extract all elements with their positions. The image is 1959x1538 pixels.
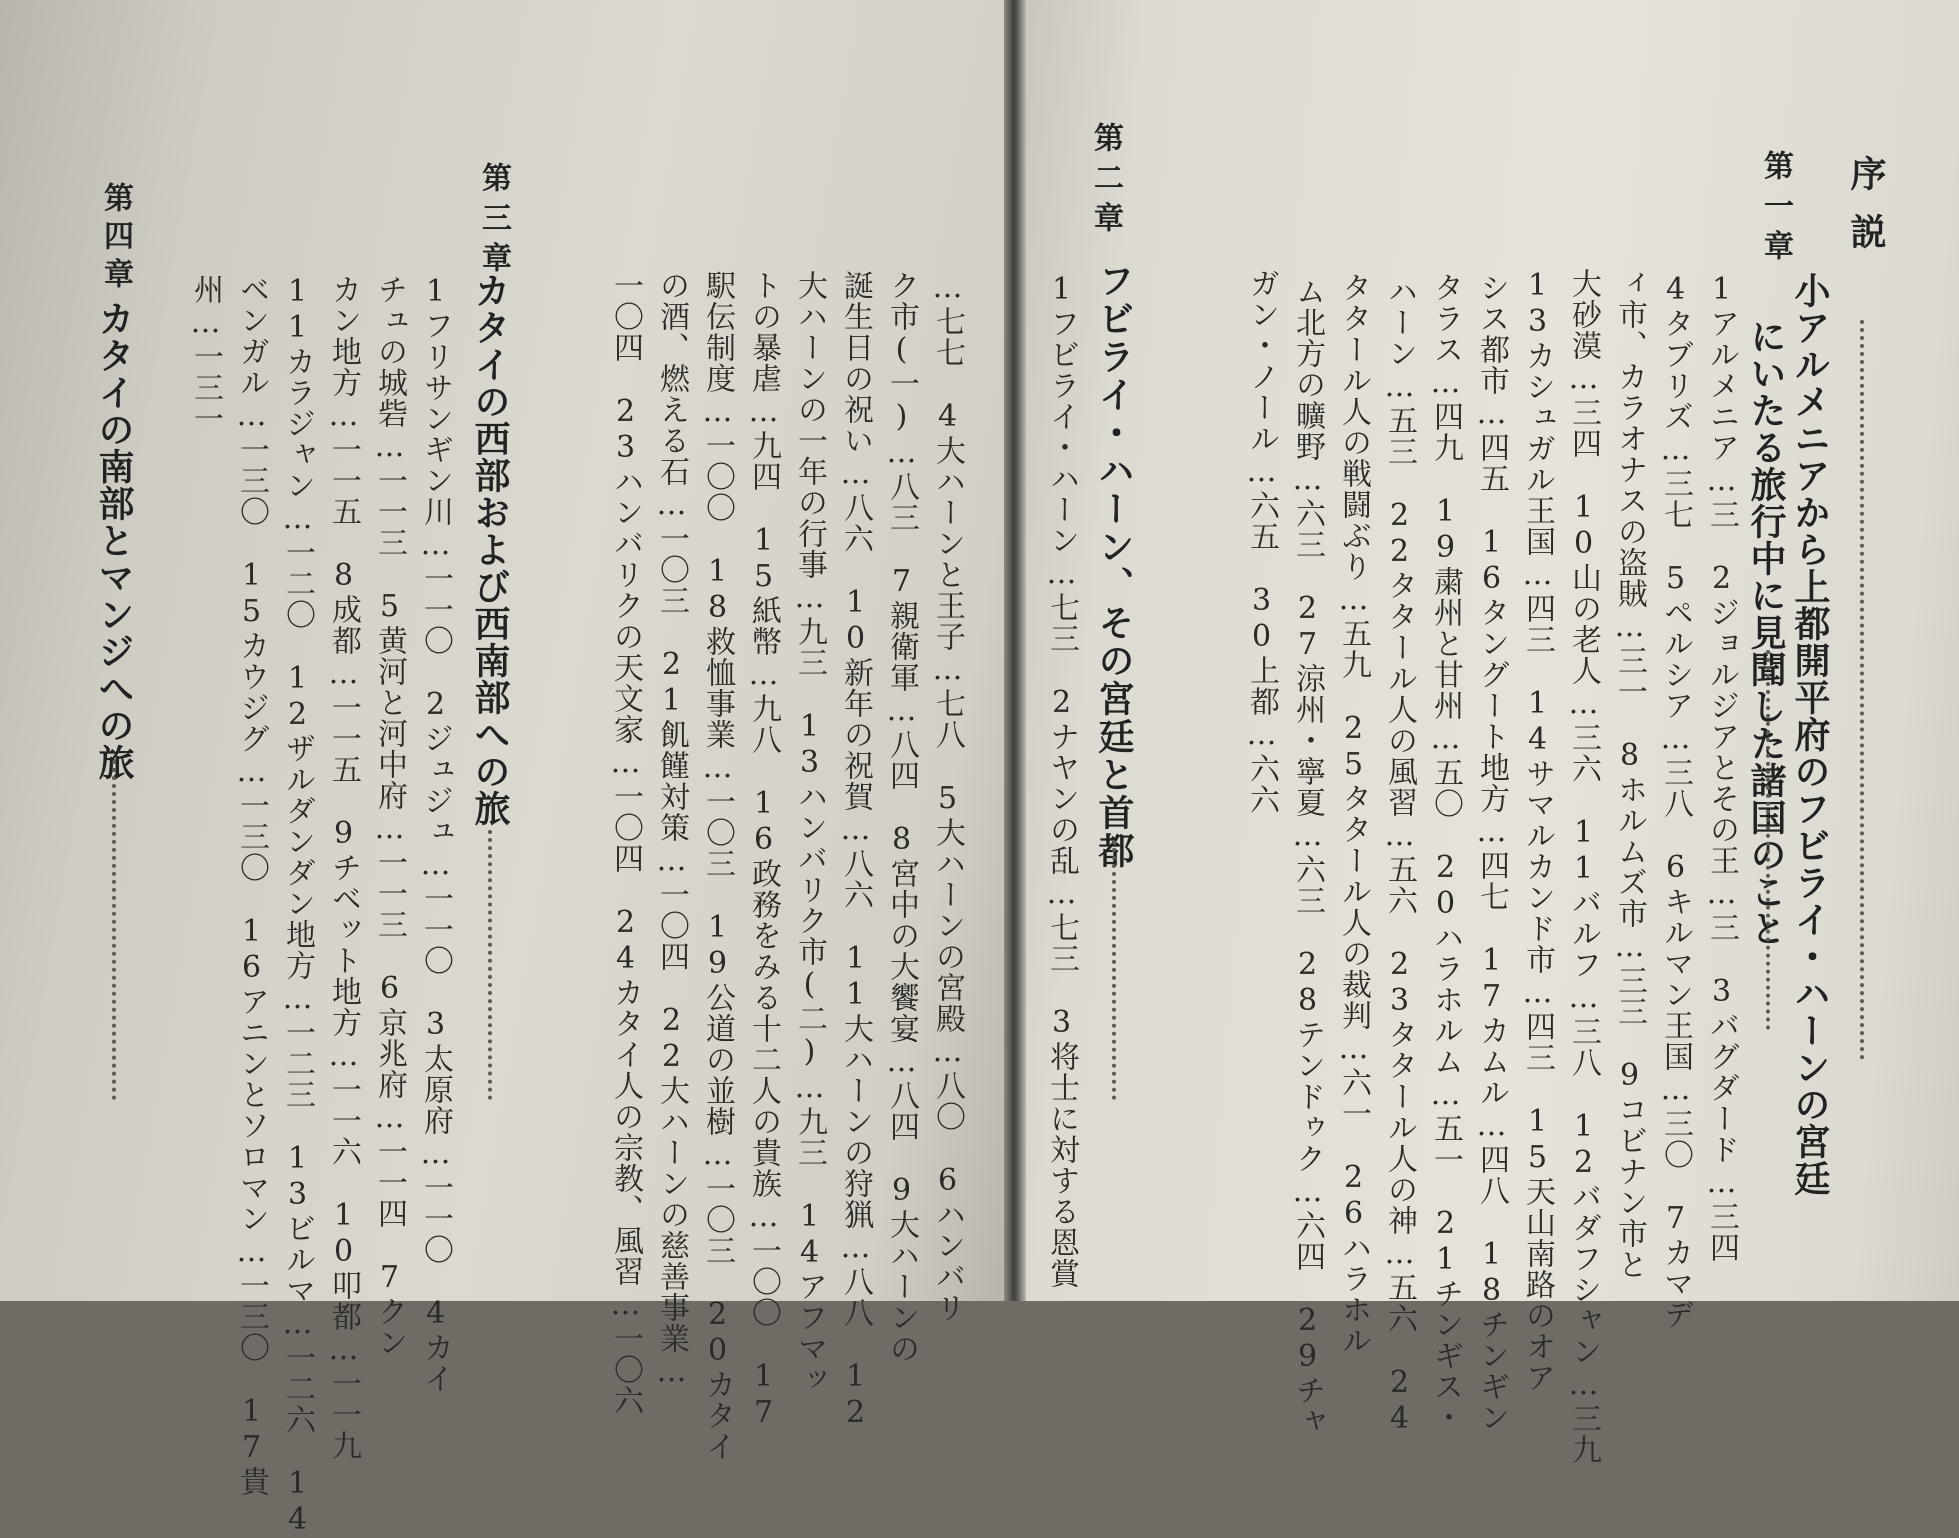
- book-gutter: [1004, 0, 1026, 1301]
- chapter3-entry: チュの城砦…一一三 5黄河と河中府…一一三 6京兆府…一一四 7クン: [372, 274, 407, 1358]
- chapter2-entry: トの暴虐…九四 15紙幣…九八 16政務をみる十二人の貴族…一〇〇 17: [746, 270, 781, 1431]
- chapter1-title-line1: 小アルメニアから上都開平府のフビライ・ハーンの宮廷: [1789, 272, 1831, 1197]
- chapter1-leader-dots: [1766, 650, 1770, 1030]
- chapter3-label: 第三章: [476, 162, 511, 282]
- chapter3-entry: ベンガル…一三〇 15カウジグ…一三〇 16アニンとソロマン…一三〇 17貴: [234, 274, 269, 1497]
- chapter2-label: 第二章: [1088, 122, 1123, 242]
- chapter1-title-line2: にいたる旅行中に見聞した諸国のこと: [1745, 318, 1787, 947]
- chapter1-label: 第一章: [1758, 150, 1793, 270]
- preface-heading: 序説: [1845, 155, 1887, 271]
- chapter2-entry: …七七 4大ハーンと王子…七八 5大ハーンの宮殿…八〇 6ハンバリ: [930, 270, 965, 1323]
- chapter2-entry: 誕生日の祝い…八六 10新年の祝賀…八六 11大ハーンの狩猟…八八 12: [838, 270, 873, 1431]
- chapter2-entry: 大ハーンの一年の行事…九三 13ハンバリク市(二)…九三 14アフマッ: [792, 270, 827, 1395]
- chapter2-entry: 1フビライ・ハーン…七三 2ナヤンの乱…七三 3将士に対する恩賞: [1044, 272, 1079, 1289]
- chapter4-label: 第四章: [98, 182, 133, 296]
- chapter1-entry: 1アルメニア…三 2ジョルジアとその王…三 3バグダード…三四: [1704, 272, 1739, 1263]
- chapter1-entry: タタール人の戦闘ぶり…五九 25タタール人の裁判…六一 26ハラホル: [1336, 272, 1371, 1356]
- chapter4-leader-dots: [112, 760, 116, 1100]
- chapter3-entry: 11カラジャン…一二〇 12ザルダンダン地方…一二三 13ビルマ…一二六 14: [280, 274, 315, 1538]
- chapter1-entry: ム北方の曠野…六三 27涼州・寧夏…六三 28テンドゥク…六四 29チャ: [1290, 276, 1325, 1437]
- preface-leader-dots: [1860, 320, 1864, 1060]
- chapter1-entry: タラス…四九 19粛州と甘州…五〇 20ハラホルム…五一 21チンギス・: [1428, 272, 1463, 1433]
- chapter1-entry: 大砂漠…三四 10山の老人…三六 11バルフ…三八 12バダフシャン…三九: [1566, 268, 1601, 1465]
- chapter1-entry: ィ市、カラオナスの盗賊…三一 8ホルムズ市…三三 9コビナン市と: [1612, 268, 1647, 1280]
- chapter3-entry: 州…一三一: [188, 274, 223, 434]
- chapter1-entry: 13カシュガル王国…四三 14サマルカンド市…四三 15天山南路のオア: [1520, 268, 1555, 1393]
- chapter2-leader-dots: [1112, 840, 1116, 1100]
- chapter2-entry: の酒、燃える石…一〇三 21飢饉対策…一〇四 22大ハーンの慈善事業…: [654, 270, 689, 1390]
- chapter3-entry: 1フリサンギン川…一一〇 2ジュジュ…一一〇 3太原府…一一〇 4カイ: [418, 274, 453, 1394]
- chapter3-title: カタイの西部および西南部への旅: [469, 272, 511, 827]
- chapter4-title: カタイの南部とマンジへの旅: [93, 300, 135, 781]
- chapter1-entry: ハーン…五三 22タタール人の風習…五六 23タタール人の神…五六 24: [1382, 276, 1417, 1437]
- chapter3-leader-dots: [488, 830, 492, 1100]
- chapter1-entry: シス都市…四五 16タングート地方…四七 17カムル…四八 18チンギン: [1474, 272, 1509, 1433]
- chapter2-entry: ク市(一)…八三 7親衛軍…八四 8宮中の大饗宴…八四 9大ハーンの: [884, 270, 919, 1364]
- chapter2-entry: 一〇四 23ハンバリクの天文家…一〇四 24カタイ人の宗教、風習…一〇六: [608, 270, 643, 1416]
- chapter2-entry: 駅伝制度…一〇〇 18救恤事業…一〇三 19公道の並樹…一〇三 20カタイ: [700, 270, 735, 1462]
- chapter1-entry: 4タブリズ…三七 5ペルシア…三八 6キルマン王国…三〇 7カマデ: [1658, 272, 1693, 1330]
- chapter3-entry: カン地方…一一五 8成都…一一五 9チベット地方…一一六 10叩都…一一九: [326, 274, 361, 1461]
- chapter2-title: フビライ・ハーン、その宮廷と首都: [1093, 262, 1135, 870]
- chapter1-entry: ガン・ノール…六五 30上都…六六: [1244, 268, 1279, 815]
